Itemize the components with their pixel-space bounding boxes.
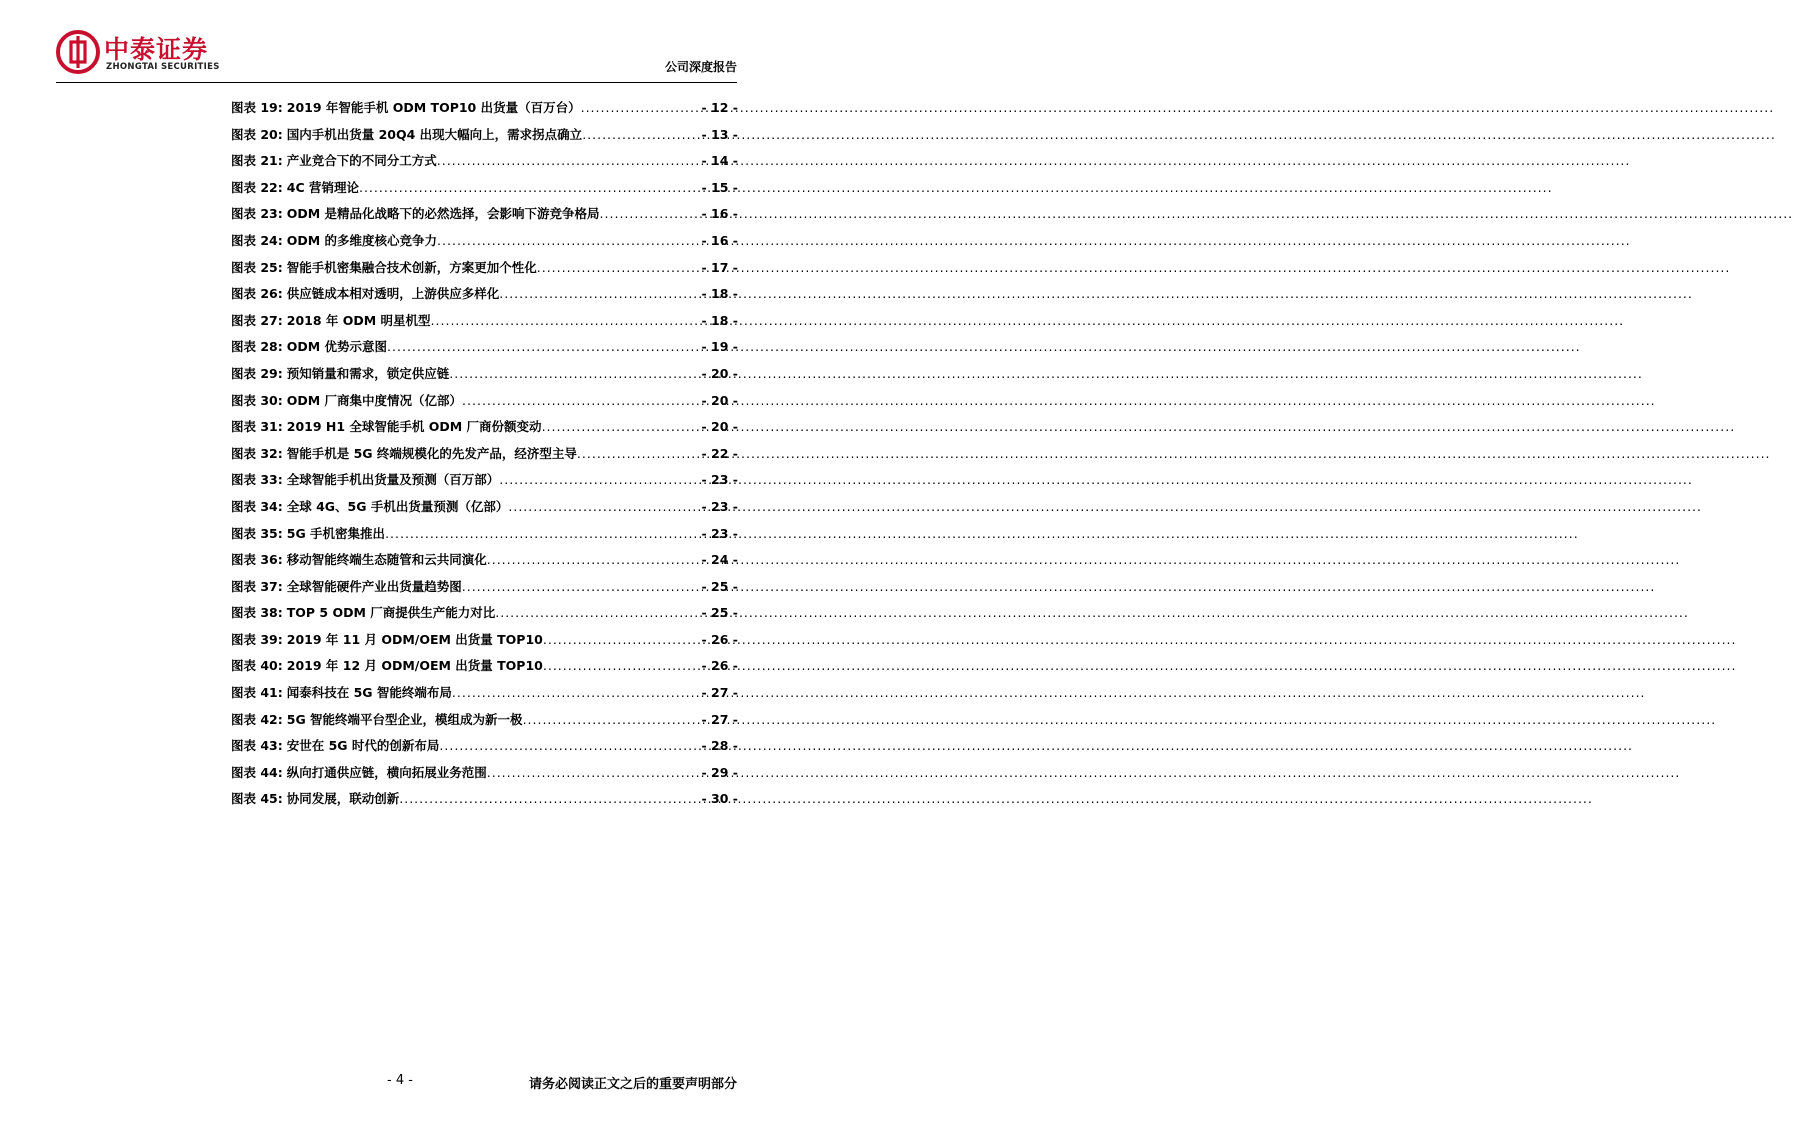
toc-entry-leader: [387, 339, 699, 354]
toc-entry[interactable]: [231, 603, 738, 630]
toc-entry[interactable]: [231, 337, 738, 364]
toc-entry[interactable]: [231, 284, 738, 311]
toc-entry-title: 安世在 5G 时代的创新布局: [286, 738, 440, 754]
toc-entry[interactable]: [231, 550, 738, 577]
toc-entry[interactable]: [231, 364, 738, 391]
toc-entry-leader: [508, 499, 699, 514]
page-number: - 4 -: [387, 1073, 413, 1088]
toc-entry-leader: [487, 552, 700, 567]
toc-entry-leader: [582, 127, 699, 142]
toc-entry-label: 图表 33:: [231, 472, 283, 488]
logo-emblem-icon: [56, 30, 100, 74]
toc-entry-label: 图表 36:: [231, 552, 283, 568]
toc-entry-label: 图表 42:: [231, 711, 283, 727]
toc-entry[interactable]: [231, 656, 738, 683]
toc-entry-label: 图表 26:: [231, 286, 283, 302]
toc-entry-page: - 18 -: [701, 286, 738, 302]
toc-entry[interactable]: [231, 444, 738, 471]
toc-entry-page: - 17 -: [701, 259, 738, 275]
toc-entry-page: - 15 -: [701, 179, 738, 195]
toc-entry-page: - 24 -: [701, 552, 738, 568]
toc-entry[interactable]: [231, 417, 738, 444]
toc-entry[interactable]: [231, 204, 738, 231]
toc-entry-leader: [452, 685, 700, 700]
company-logo: [56, 28, 246, 80]
toc-entry-leader: [577, 446, 700, 461]
toc-entry[interactable]: [231, 736, 738, 763]
toc-entry-page: - 20 -: [701, 392, 738, 408]
toc-entry-title: ODM 的多维度核心竞争力: [286, 232, 438, 248]
toc-entry-page: - 27 -: [701, 685, 738, 701]
toc-entry-title: 5G 手机密集推出: [286, 525, 386, 541]
toc-entry[interactable]: [231, 577, 738, 604]
toc-entry[interactable]: [231, 151, 738, 178]
toc-entry-title: 全球智能手机出货量及预测（百万部）: [286, 472, 500, 488]
toc-entry[interactable]: [231, 311, 738, 338]
toc-entry-label: 图表 39:: [231, 631, 283, 647]
toc-entry-label: 图表 37:: [231, 578, 283, 594]
toc-entry-leader: [385, 526, 699, 541]
toc-entry-title: 2019 年智能手机 ODM TOP10 出货量（百万台）: [286, 100, 581, 115]
toc-entry-label: 图表 34:: [231, 498, 283, 514]
toc-entry-leader: [543, 658, 700, 673]
table-of-figures: [231, 98, 738, 816]
toc-entry-page: - 13 -: [701, 126, 738, 142]
toc-entry-title: 2019 H1 全球智能手机 ODM 厂商份额变动: [286, 419, 542, 435]
toc-entry-title: 智能手机是 5G 终端规模化的先发产品，经济型主导: [286, 445, 577, 461]
toc-entry-label: 图表 19:: [231, 100, 283, 115]
toc-entry-title: 预知销量和需求，锁定供应链: [286, 365, 450, 381]
toc-entry-leader: [523, 712, 700, 727]
toc-entry-label: 图表 43:: [231, 738, 283, 754]
toc-entry[interactable]: [231, 125, 738, 152]
toc-entry-page: - 14 -: [701, 153, 738, 169]
toc-entry[interactable]: [231, 497, 738, 524]
toc-entry-title: 协同发展，联动创新: [286, 791, 400, 807]
toc-entry-title: 产业竞合下的不同分工方式: [286, 153, 437, 169]
toc-entry-title: 国内手机出货量 20Q4 出现大幅向上，需求拐点确立: [286, 126, 583, 142]
toc-entry-page: - 23 -: [701, 498, 738, 514]
toc-entry-title: 闻泰科技在 5G 智能终端布局: [286, 685, 452, 701]
toc-entry-page: - 20 -: [701, 365, 738, 381]
toc-entry-leader: [499, 286, 699, 301]
toc-entry-page: - 26 -: [701, 631, 738, 647]
toc-entry-title: ODM 优势示意图: [286, 339, 388, 355]
toc-entry[interactable]: [231, 258, 738, 285]
toc-entry-label: 图表 28:: [231, 339, 283, 355]
toc-entry-leader: [499, 472, 699, 487]
toc-entry-leader: [462, 579, 700, 594]
toc-entry-leader: [359, 180, 700, 195]
toc-entry[interactable]: [231, 630, 738, 657]
toc-entry-page: - 19 -: [701, 339, 738, 355]
toc-entry-page: - 30 -: [701, 791, 738, 807]
toc-entry-leader: [542, 419, 700, 434]
toc-entry-title: 2018 年 ODM 明星机型: [286, 312, 431, 328]
toc-entry-title: 5G 智能终端平台型企业，模组成为新一极: [286, 711, 523, 727]
toc-entry[interactable]: [231, 789, 738, 816]
toc-entry-label: 图表 35:: [231, 525, 283, 541]
toc-entry-label: 图表 31:: [231, 419, 283, 435]
toc-entry-title: ODM 厂商集中度情况（亿部）: [286, 392, 463, 408]
toc-entry-leader: [462, 393, 699, 408]
toc-entry[interactable]: [231, 683, 738, 710]
toc-entry-page: - 22 -: [701, 445, 738, 461]
toc-entry-title: 纵向打通供应链，横向拓展业务范围: [286, 764, 487, 780]
toc-entry-page: - 16 -: [701, 206, 738, 222]
toc-entry-label: 图表 24:: [231, 232, 283, 248]
toc-entry-page: - 27 -: [701, 711, 738, 727]
toc-entry-page: - 29 -: [701, 764, 738, 780]
toc-entry-label: 图表 27:: [231, 312, 283, 328]
toc-entry-label: 图表 40:: [231, 658, 283, 674]
toc-entry-page: - 25 -: [701, 578, 738, 594]
toc-entry-leader: [399, 791, 699, 806]
toc-entry-title: 全球 4G、5G 手机出货量预测（亿部）: [286, 498, 509, 514]
toc-entry-page: - 23 -: [701, 525, 738, 541]
toc-entry-title: 全球智能硬件产业出货量趋势图: [286, 578, 462, 594]
toc-entry-page: - 28 -: [701, 738, 738, 754]
toc-entry-title: 2019 年 11 月 ODM/OEM 出货量 TOP10: [286, 631, 543, 647]
toc-entry[interactable]: [231, 710, 738, 737]
toc-entry-label: 图表 32:: [231, 445, 283, 461]
toc-entry-leader: [537, 260, 700, 275]
toc-entry-label: 图表 21:: [231, 153, 283, 169]
disclaimer-note: 请务必阅读正文之后的重要声明部分: [528, 1077, 737, 1092]
toc-entry-title: 2019 年 12 月 ODM/OEM 出货量 TOP10: [286, 658, 543, 674]
toc-entry-page: - 16 -: [701, 232, 738, 248]
toc-entry-label: 图表 22:: [231, 179, 283, 195]
toc-entry-leader: [600, 206, 700, 221]
toc-entry-title: TOP 5 ODM 厂商提供生产能力对比: [286, 605, 496, 621]
toc-entry[interactable]: [231, 391, 738, 418]
toc-entry-label: 图表 38:: [231, 605, 283, 621]
toc-entry-page: - 25 -: [701, 605, 738, 621]
toc-entry-label: 图表 29:: [231, 365, 283, 381]
toc-entry-leader: [449, 366, 699, 381]
toc-entry[interactable]: [231, 763, 738, 790]
toc-entry[interactable]: [231, 470, 738, 497]
toc-entry[interactable]: [231, 524, 738, 551]
toc-entry-label: 图表 41:: [231, 685, 283, 701]
toc-entry-leader: [487, 765, 700, 780]
toc-entry-label: 图表 23:: [231, 206, 283, 222]
toc-entry-page: - 18 -: [701, 312, 738, 328]
toc-entry-leader: [495, 605, 699, 620]
toc-entry-title: 4C 营销理论: [286, 179, 359, 195]
toc-entry-page: - 20 -: [701, 419, 738, 435]
toc-entry-leader: [437, 233, 699, 248]
header-divider: [56, 82, 737, 83]
toc-entry-label: 图表 45:: [231, 791, 283, 807]
toc-entry-label: 图表 30:: [231, 392, 283, 408]
toc-entry-title: 供应链成本相对透明，上游供应多样化: [286, 286, 500, 302]
toc-entry-page: - 26 -: [701, 658, 738, 674]
toc-entry-label: 图表 20:: [231, 126, 283, 142]
toc-entry-page: - 12 -: [701, 100, 738, 115]
toc-entry[interactable]: [231, 98, 738, 125]
logo-text-cn: 中泰证券: [104, 35, 209, 64]
report-type: 公司深度报告: [664, 60, 737, 74]
toc-entry-label: 图表 25:: [231, 259, 283, 275]
toc-entry[interactable]: [231, 178, 738, 205]
toc-entry-label: 图表 44:: [231, 764, 283, 780]
toc-entry-title: ODM 是精品化战略下的必然选择，会影响下游竞争格局: [286, 206, 600, 222]
logo-text-en: ZHONGTAI SECURITIES: [106, 62, 220, 72]
toc-entry-leader: [543, 632, 700, 647]
toc-entry-leader: [431, 313, 700, 328]
toc-entry-leader: [581, 100, 700, 115]
toc-entry-title: 智能手机密集融合技术创新，方案更加个性化: [286, 259, 537, 275]
toc-entry-page: - 23 -: [701, 472, 738, 488]
toc-entry-leader: [437, 153, 700, 168]
toc-entry-title: 移动智能终端生态随管和云共同演化: [286, 552, 487, 568]
toc-entry-leader: [439, 738, 699, 753]
toc-entry[interactable]: [231, 231, 738, 258]
